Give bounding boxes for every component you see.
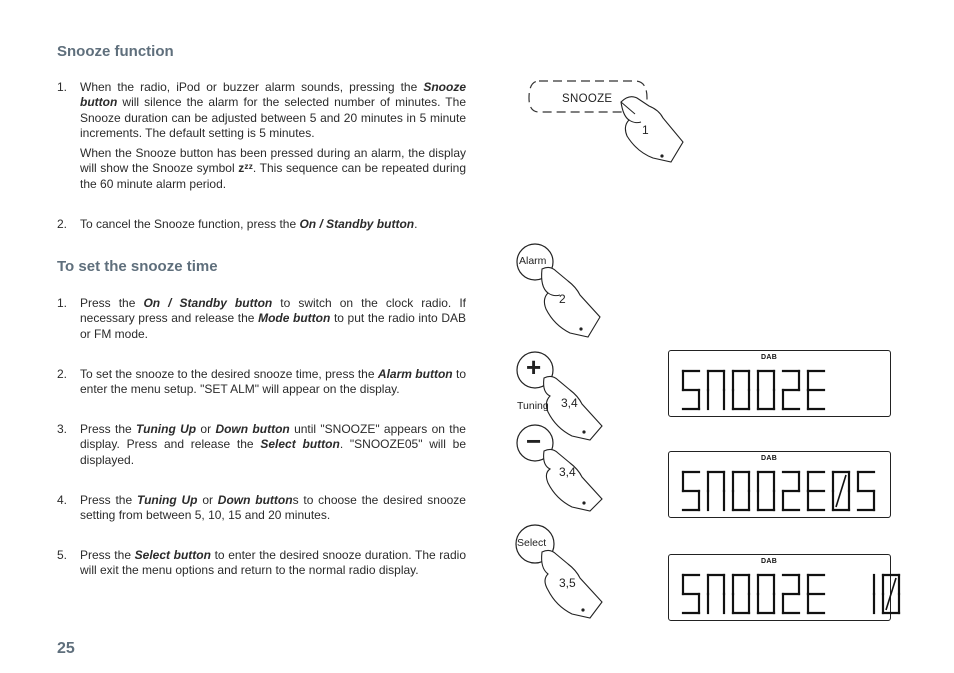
list-number: 4. bbox=[57, 493, 68, 507]
snooze-step-1-note bbox=[80, 146, 466, 192]
text-run: Press the bbox=[80, 422, 137, 436]
list-number: 5. bbox=[57, 548, 68, 562]
text-run: . "SNOOZE05" will be displayed. bbox=[80, 437, 466, 467]
step-number: 3,4 bbox=[561, 396, 578, 410]
text-run: s to choose the desired snooze setting from between 5, 10, 15 and 20 minutes. bbox=[80, 493, 466, 523]
snooze-step-1-text bbox=[80, 80, 466, 142]
hand-icon bbox=[542, 267, 600, 337]
emphasis: On / Standby button bbox=[143, 296, 273, 310]
text-run: until "SNOOZE" appears on the display. Press and release the bbox=[80, 422, 466, 452]
emphasis: Mode button bbox=[258, 311, 331, 326]
step-number: 3,4 bbox=[559, 465, 576, 479]
text-run: will silence the alarm for the selected number of minutes. The Snooze duration can be adjusted between 5 and 20 minutes in 5 minute increments. The default setting is 5 minutes. bbox=[80, 95, 466, 141]
set-step-2-text bbox=[80, 367, 466, 398]
text-run: to enter the desired snooze duration. The radio will exit the menu options and return to the normal radio display. bbox=[80, 548, 466, 578]
set-step-3-text bbox=[80, 422, 466, 468]
lcd-display bbox=[668, 350, 891, 417]
step-number: 2 bbox=[559, 292, 566, 306]
lcd-segment-text bbox=[669, 452, 890, 517]
text-run: or bbox=[197, 493, 218, 507]
text-run: to put the radio into DAB or FM mode. bbox=[80, 311, 467, 341]
text-run: . bbox=[414, 217, 418, 231]
lcd-display bbox=[668, 451, 891, 518]
emphasis: Tuning Up bbox=[136, 422, 197, 436]
lcd-segment bbox=[836, 475, 846, 507]
text-run: To set the snooze to the desired snooze time, press the bbox=[80, 367, 378, 381]
page-number: 25 bbox=[57, 640, 75, 657]
text-run: Press the bbox=[80, 548, 135, 562]
text-run: Press the bbox=[80, 296, 144, 310]
text-run: When the radio, iPod or buzzer alarm sounds, pressing the bbox=[80, 80, 424, 94]
list-number: 2. bbox=[57, 367, 68, 381]
select-button-label: Select bbox=[517, 537, 547, 549]
text-run: to switch on the clock radio. If necessary press and release the bbox=[80, 296, 466, 326]
dab-indicator: DAB bbox=[761, 354, 778, 361]
emphasis: Down button bbox=[217, 493, 293, 507]
lcd-display bbox=[668, 554, 891, 621]
set-step-5-text bbox=[80, 548, 466, 579]
list-number: 3. bbox=[57, 422, 68, 436]
list-number: 2. bbox=[57, 217, 68, 231]
emphasis: Snooze button bbox=[80, 80, 466, 110]
emphasis: Alarm button bbox=[377, 367, 453, 381]
text-run: To cancel the Snooze function, press the bbox=[80, 217, 300, 231]
emphasis: On / Standby button bbox=[299, 217, 415, 231]
minus-icon: − bbox=[526, 426, 542, 456]
hand-icon bbox=[621, 97, 683, 162]
tuning-label: Tuning bbox=[517, 400, 549, 412]
dab-indicator: DAB bbox=[761, 558, 778, 565]
emphasis: Down button bbox=[215, 422, 290, 436]
text-run: . This sequence can be repeated during the 60 minute alarm period. bbox=[80, 161, 466, 191]
dab-indicator: DAB bbox=[761, 455, 778, 462]
lcd-segment bbox=[886, 578, 896, 610]
plus-icon: + bbox=[526, 352, 542, 382]
text-run: Press the bbox=[80, 493, 137, 507]
set-step-1-text bbox=[80, 296, 466, 342]
emphasis: Tuning Up bbox=[136, 493, 198, 507]
step-number: 3,5 bbox=[559, 576, 576, 590]
heading-set-snooze-time: To set the snooze time bbox=[57, 258, 218, 275]
text-run: to enter the menu setup. "SET ALM" will appear on the display. bbox=[80, 367, 466, 397]
text-run: When the Snooze button has been pressed during an alarm, the display will show the Snooze symbol bbox=[80, 146, 466, 176]
step-number: 1 bbox=[642, 123, 649, 137]
emphasis: Select button bbox=[260, 437, 340, 452]
hand-icon bbox=[544, 449, 602, 511]
snooze-symbol: zᶻᶻ bbox=[238, 161, 253, 176]
snooze-button-illustration bbox=[525, 76, 695, 176]
heading-snooze-function: Snooze function bbox=[57, 43, 174, 60]
snooze-step-2-text bbox=[80, 217, 466, 232]
list-number: 1. bbox=[57, 80, 68, 94]
snooze-button-label: SNOOZE bbox=[562, 93, 613, 105]
lcd-segment-text bbox=[669, 555, 890, 620]
text-run: or bbox=[196, 422, 216, 436]
lcd-segment-text bbox=[669, 351, 890, 416]
alarm-button-label: Alarm bbox=[519, 255, 547, 267]
set-step-4-text bbox=[80, 493, 466, 524]
emphasis: Select button bbox=[134, 548, 211, 562]
list-number: 1. bbox=[57, 296, 68, 310]
